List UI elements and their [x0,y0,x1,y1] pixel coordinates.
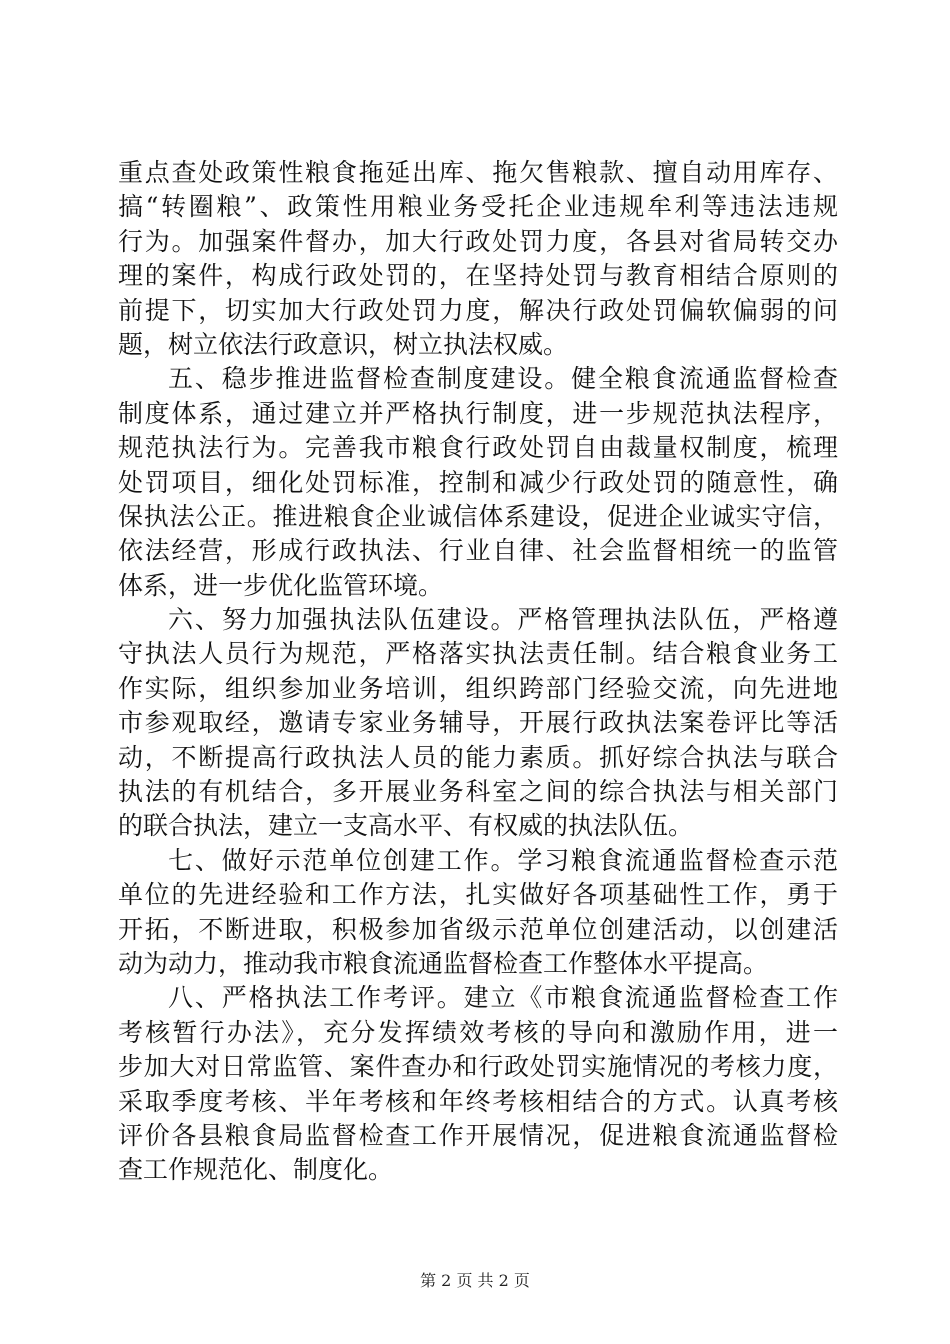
text-line: 市参观取经，邀请专家业务辅导，开展行政执法案卷评比等活 [118,708,838,738]
paragraph-continuation [118,156,838,362]
text-line: 重点查处政策性粮食拖延出库、拖欠售粮款、擅自动用库存、 [118,158,838,187]
page-number-footer: 第 2 页 共 2 页 [420,1271,530,1290]
text-line: 考核暂行办法》，充分发挥绩效考核的导向和激励作用，进一 [118,1017,838,1047]
text-line: 步加大对日常监管、案件查办和行政处罚实施情况的考核力度， [118,1052,838,1082]
text-line: 搞“转圈粮”、政策性用粮业务受托企业违规牟利等违法违规 [118,192,838,222]
text-line: 守执法人员行为规范，严格落实执法责任制。结合粮食业务工 [118,639,838,669]
text-line: 单位的先进经验和工作方法，扎实做好各项基础性工作，勇于 [118,880,838,910]
text-line: 六、努力加强执法队伍建设。严格管理执法队伍，严格遵 [168,605,838,635]
text-line: 依法经营，形成行政执法、行业自律、社会监督相统一的监管 [118,536,838,566]
text-line: 规范执法行为。完善我市粮食行政处罚自由裁量权制度，梳理 [118,433,838,463]
paragraph-section-6 [118,603,838,844]
text-line: 七、做好示范单位创建工作。学习粮食流通监督检查示范 [168,845,838,875]
document-body [118,156,838,1188]
paragraph-section-8 [118,981,838,1187]
text-line: 执法的有机结合，多开展业务科室之间的综合执法与相关部门 [118,777,838,807]
text-line: 作实际，组织参加业务培训，组织跨部门经验交流，向先进地 [118,673,838,703]
text-line: 保执法公正。推进粮食企业诚信体系建设，促进企业诚实守信， [118,501,838,531]
paragraph-section-5 [118,362,838,603]
text-line: 前提下，切实加大行政处罚力度，解决行政处罚偏软偏弱的问 [118,295,838,325]
text-line: 动，不断提高行政执法人员的能力素质。抓好综合执法与联合 [118,742,838,772]
text-line: 采取季度考核、半年考核和年终考核相结合的方式。认真考核 [118,1086,838,1116]
text-line: 八、严格执法工作考评。建立《市粮食流通监督检查工作 [168,983,838,1013]
text-line: 处罚项目，细化处罚标准，控制和减少行政处罚的随意性，确 [118,467,838,497]
paragraph-section-7 [118,844,838,982]
text-line: 理的案件，构成行政处罚的，在坚持处罚与教育相结合原则的 [118,261,838,291]
text-line: 制度体系，通过建立并严格执行制度，进一步规范执法程序， [118,398,838,428]
text-line: 题，树立依法行政意识，树立执法权威。 [118,329,569,359]
text-line: 体系，进一步优化监管环境。 [118,570,444,600]
text-line: 动为动力，推动我市粮食流通监督检查工作整体水平提高。 [118,948,769,978]
text-line: 五、稳步推进监督检查制度建设。健全粮食流通监督检查 [168,364,838,394]
text-line: 的联合执法，建立一支高水平、有权威的执法队伍。 [118,811,694,841]
text-line: 评价各县粮食局监督检查工作开展情况，促进粮食流通监督检 [118,1120,838,1150]
text-line: 开拓，不断进取，积极参加省级示范单位创建活动，以创建活 [118,914,838,944]
text-line: 行为。加强案件督办，加大行政处罚力度，各县对省局转交办 [118,226,838,256]
text-line: 查工作规范化、制度化。 [118,1155,394,1185]
